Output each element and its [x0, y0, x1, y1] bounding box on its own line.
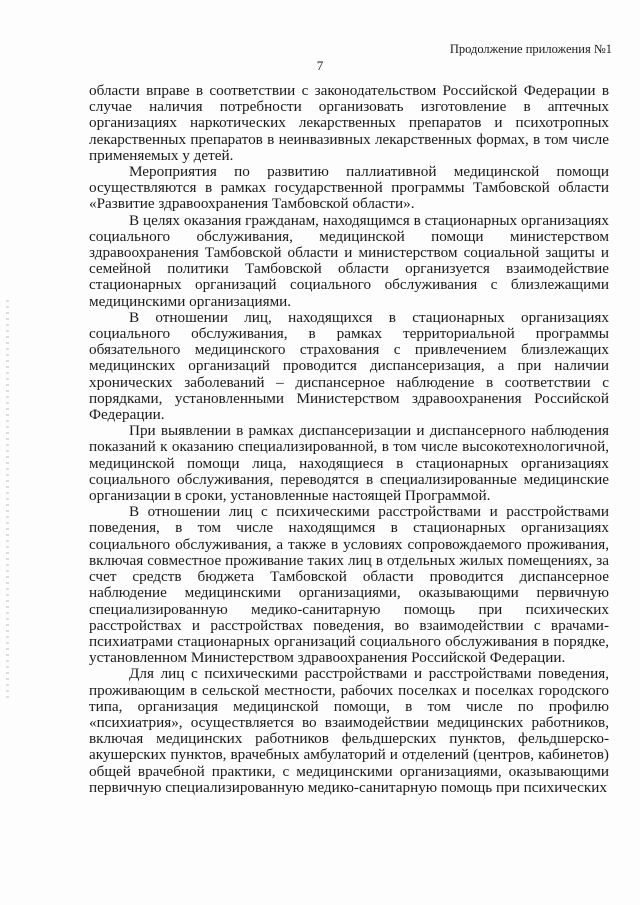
- paragraph: Для лиц с психическими расстройствами и расстройствами поведения, проживающим в сельской местности, рабочих поселках и поселках городского типа, организация медицинской помощи, в том числе по профилю «психиатрия», осуществляется во взаимодействии медицинских работников, включая медицинских работников фельдшерских пунктов, фельдшерско-акушерских пунктов, врачебных амбулаторий и отделений (центров, кабинетов) общей врачебной практики, с медицинскими организациями, оказывающими первичную специализированную медико-санитарную помощь при психических: [89, 665, 609, 796]
- paragraph: области вправе в соответствии с законодательством Российской Федерации в случае наличия потребности организовать изготовление в аптечных организациях наркотических лекарственных препаратов и психотропных лекарственных препаратов в неинвазивных лекарственных формах, в том числе применяемых у детей.: [89, 82, 609, 164]
- page-number: 7: [316, 58, 324, 73]
- paragraph: В отношении лиц, находящихся в стационарных организациях социального обслуживания, в рамках территориальной программы обязательного медицинского страхования с привлечением близлежащих медицинских организаций проводится диспансеризация, а при наличии хронических заболеваний – диспансерное наблюдение в соответствии с порядками, установленными Министерством здравоохранения Российской Федерации.: [89, 308, 609, 424]
- paragraph: В отношении лиц с психическими расстройствами и расстройствами поведения, в том числе находящимся в стационарных организациях социального обслуживания, а также в условиях сопровождаемого проживания, включая совместное проживание таких лиц в отдельных жилых помещениях, за счет средств бюджета Тамбовской области проводится диспансерное наблюдение медицинскими организациями, оказывающими первичную специализированную медико-санитарную помощь при психических расстройствах и расстройствах поведения, во взаимодействии с врачами-психиатрами стационарных организаций социального обслуживания в порядке, установленном Министерством здравоохранения Российской Федерации.: [89, 503, 609, 667]
- paragraph: В целях оказания гражданам, находящимся в стационарных организациях социального обслуживания, медицинской помощи министерством здравоохранения Тамбовской области и министерством социальной защиты и семейной политики Тамбовской области организуется взаимодействие стационарных организаций социального обслуживания с близлежащими медицинскими организациями.: [89, 211, 609, 310]
- paragraph: При выявлении в рамках диспансеризации и диспансерного наблюдения показаний к оказанию специализированной, в том числе высокотехнологичной, медицинской помощи лица, находящиеся в стационарных организациях социального обслуживания, переводятся в специализированные медицинские организации в сроки, установленные настоящей Программой.: [89, 422, 609, 505]
- binding-edge-mark: [6, 300, 9, 700]
- annex-continuation-note: Продолжение приложения №1: [449, 42, 612, 56]
- paragraph: Мероприятия по развитию паллиативной медицинской помощи осуществляются в рамках государственной программы Тамбовской области «Развитие здравоохранения Тамбовской области».: [89, 163, 609, 213]
- body-text: [89, 83, 609, 796]
